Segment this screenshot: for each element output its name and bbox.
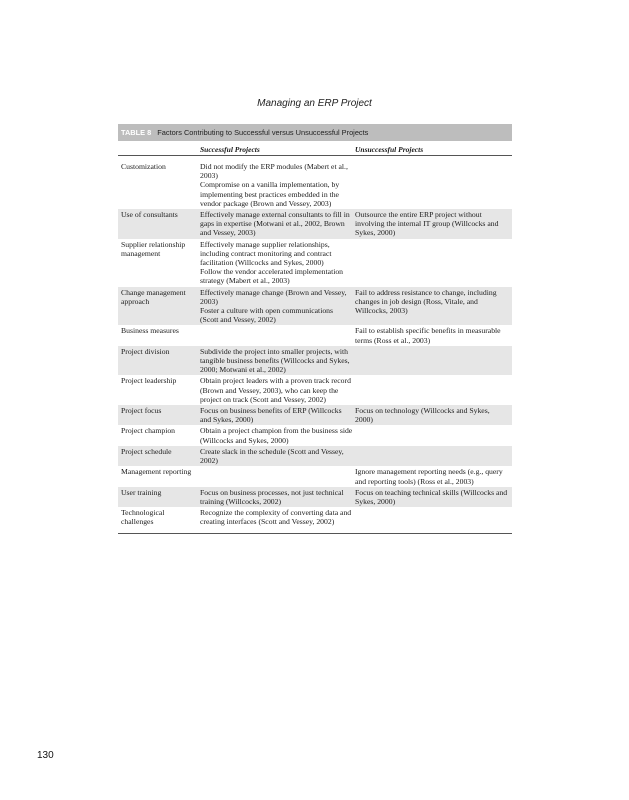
table-bottom-rule (118, 533, 512, 534)
table-row (118, 346, 512, 376)
page-number: 130 (37, 750, 54, 761)
factor-cell: Change management approach (121, 287, 186, 306)
table-row (118, 466, 512, 486)
unsuccessful-entry: Focus on technology (Willcocks and Sykes, 2000) (355, 406, 490, 425)
factor-cell: Supplier relationship management (121, 239, 186, 258)
table-caption-text: Factors Contributing to Successful versus Unsuccessful Projects (157, 128, 369, 137)
table-label: TABLE 8 (121, 128, 152, 137)
successful-entry: Foster a culture with open communications (Scott and Vessey, 2002) (200, 306, 334, 325)
successful-entry: Compromise on a vanilla implementation, by implementing best practices embedded in the vendor package (Brown and Vessey, 2003) (200, 180, 340, 208)
unsuccessful-cell (353, 508, 512, 526)
unsuccessful-cell (353, 488, 512, 506)
table-row (118, 487, 512, 507)
unsuccessful-cell (353, 406, 512, 424)
successful-cell (198, 288, 353, 325)
unsuccessful-cell (353, 347, 512, 375)
successful-entry: Follow the vendor accelerated implementation strategy (Mabert et al., 2003) (200, 267, 344, 286)
unsuccessful-cell (353, 240, 512, 286)
factor-cell: Project division (121, 346, 170, 356)
factor-cell: Management reporting (121, 467, 192, 477)
successful-entry: Obtain a project champion from the business side (Willcocks and Sykes, 2000) (200, 426, 353, 445)
factor-cell: Project champion (121, 426, 176, 436)
table-row (118, 405, 512, 425)
successful-cell (198, 447, 353, 465)
column-header-successful: Successful Projects (200, 145, 260, 154)
factor-cell: Business measures (121, 326, 179, 336)
successful-cell (198, 467, 353, 485)
successful-entry: Recognize the complexity of converting data and creating interfaces (Scott and Vessey, 2002) (200, 508, 352, 527)
factor-cell: User training (121, 487, 162, 497)
table-row (118, 209, 512, 239)
column-header-unsuccessful: Unsuccessful Projects (355, 145, 424, 154)
unsuccessful-entry: Focus on teaching technical skills (Willcocks and Sykes, 2000) (355, 487, 508, 506)
successful-cell (198, 488, 353, 506)
successful-cell (198, 326, 353, 344)
unsuccessful-cell (353, 376, 512, 404)
factor-cell: Technological challenges (121, 508, 165, 527)
table-row (118, 507, 512, 527)
unsuccessful-cell (353, 210, 512, 238)
table-row (118, 287, 512, 326)
successful-entry: Effectively manage supplier relationships, including contract monitoring and contract facilitation (Willcocks and Sykes, 2000) (200, 239, 332, 268)
table-row (118, 325, 512, 345)
successful-entry: Subdivide the project into smaller projects, with tangible business benefits (Willcocks and Sykes, 2000; Motwani et al., 2002) (200, 346, 350, 375)
successful-cell (198, 406, 353, 424)
successful-cell (198, 240, 353, 286)
table-row (118, 161, 512, 209)
unsuccessful-cell (353, 467, 512, 485)
running-head: Managing an ERP Project (257, 98, 372, 109)
factor-cell: Project leadership (121, 376, 177, 386)
successful-entry: Focus on business processes, not just technical training (Willcocks, 2002) (200, 487, 344, 506)
successful-entry: Obtain project leaders with a proven track record (Brown and Vessey, 2003), who can keep the project on track (Scott and Vessey, 2002) (200, 376, 351, 404)
successful-entry: Did not modify the ERP modules (Mabert et al., 2003) (200, 162, 348, 181)
unsuccessful-cell (353, 447, 512, 465)
factor-cell: Project schedule (121, 446, 172, 456)
successful-entry: Effectively manage external consultants to fill in gaps in expertise (Motwani et al., 2002, Brown and Vessey, 2003) (200, 210, 350, 238)
successful-entry: Focus on business benefits of ERP (Willcocks and Sykes, 2000) (200, 406, 342, 425)
factors-table (118, 124, 512, 534)
successful-cell (198, 426, 353, 444)
successful-cell (198, 376, 353, 404)
successful-cell (198, 508, 353, 526)
factor-cell: Project focus (121, 406, 162, 416)
factor-cell: Use of consultants (121, 210, 178, 220)
unsuccessful-entry: Outsource the entire ERP project without involving the internal IT group (Willcocks and Sykes, 2000) (355, 210, 499, 238)
unsuccessful-cell (353, 162, 512, 208)
table-row (118, 425, 512, 445)
column-headers (118, 141, 512, 156)
table-row (118, 239, 512, 287)
unsuccessful-cell (353, 326, 512, 344)
successful-cell (198, 347, 353, 375)
successful-cell (198, 162, 353, 208)
unsuccessful-entry: Fail to address resistance to change, including changes in job design (Ross, Vitale, and Willcocks, 2003) (355, 287, 497, 316)
unsuccessful-cell (353, 288, 512, 325)
table-body (118, 156, 512, 528)
factor-cell: Customization (121, 162, 166, 171)
unsuccessful-cell (353, 426, 512, 444)
successful-entry: Create slack in the schedule (Scott and Vessey, 2002) (200, 446, 344, 466)
unsuccessful-entry: Ignore management reporting needs (e.g., query and reporting tools) (Ross et al., 2003) (355, 467, 503, 486)
successful-cell (198, 210, 353, 238)
table-row (118, 446, 512, 466)
unsuccessful-entry: Fail to establish specific benefits in measurable terms (Ross et al., 2003) (355, 326, 501, 345)
table-caption (118, 124, 512, 141)
successful-entry: Effectively manage change (Brown and Vessey, 2003) (200, 287, 347, 306)
table-row (118, 375, 512, 405)
